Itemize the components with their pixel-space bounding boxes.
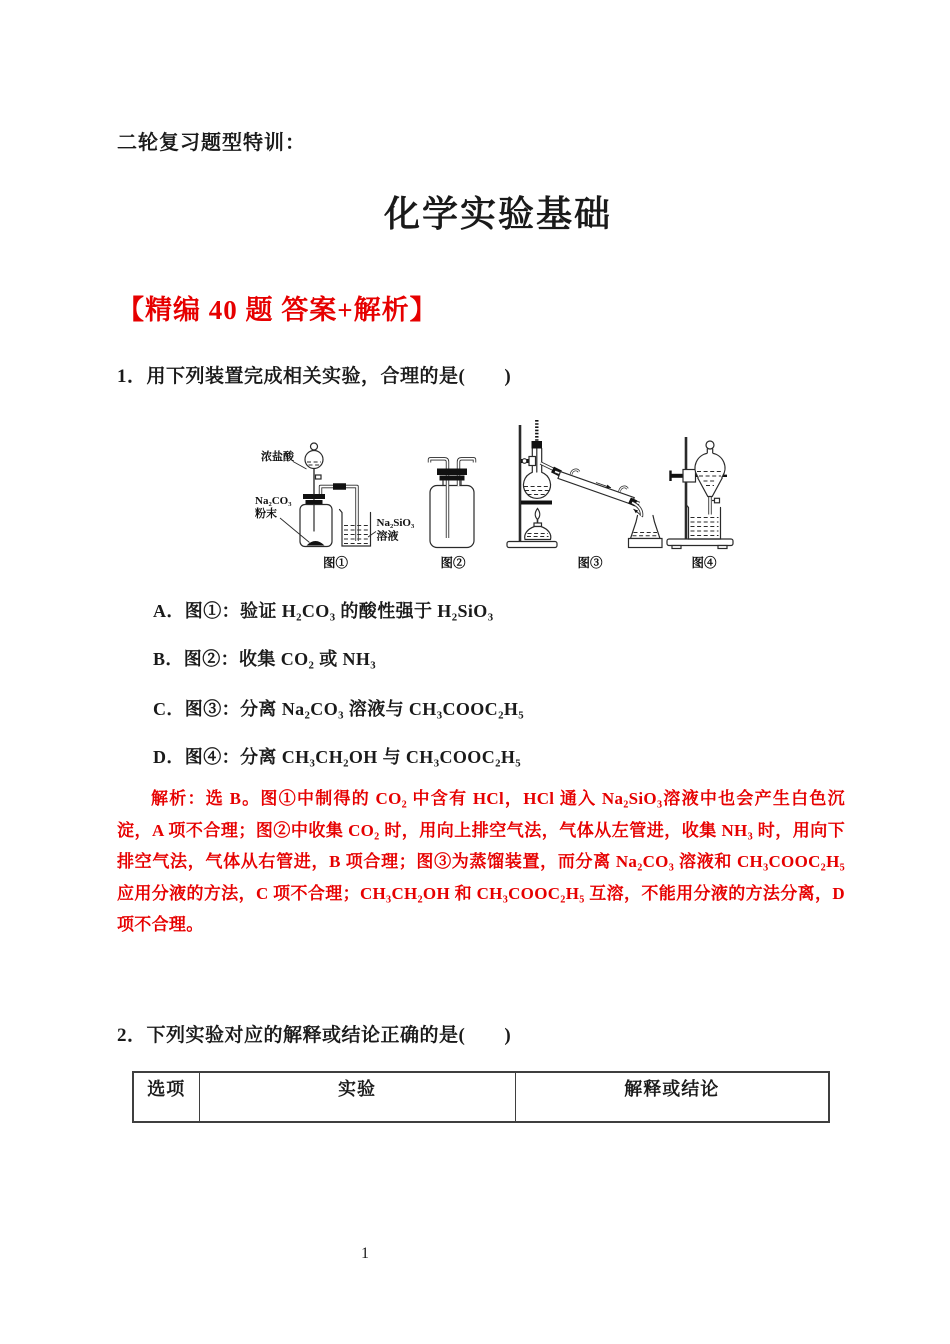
flame: [535, 509, 540, 520]
label-na2sio3: Na₂SiO₃: [376, 517, 415, 529]
apparatus-figure: [240, 414, 755, 586]
question-1-stem: 1．用下列装置完成相关实验，合理的是( ): [117, 366, 512, 387]
question-1-option-c: C．图③：分离 Na₂CO₃ 溶液与 CH₃COOC₂H₅: [153, 699, 525, 719]
label-concentrated-hcl: 浓盐酸: [261, 451, 294, 463]
table-header-conclusion: 解释或结论: [515, 1072, 829, 1122]
question-1-option-d: D．图④：分离 CH₃CH₂OH 与 CH₃COOC₂H₅: [153, 747, 522, 767]
beaker: [686, 505, 721, 540]
stopcock: [715, 498, 720, 503]
label-powder: 粉末: [255, 508, 277, 520]
separating-funnel: [695, 441, 725, 515]
figure-1-caption: 图①: [322, 556, 349, 570]
beaker-na2sio3: [340, 510, 371, 547]
stand-base: [507, 542, 557, 548]
table-header-experiment: 实验: [199, 1072, 515, 1122]
question-1-option-a: A．图①：验证 H₂CO₃ 的酸性强于 H₂SiO₃: [153, 601, 494, 621]
figure-3-caption: 图③: [577, 556, 603, 570]
table-header-option: 选项: [133, 1072, 199, 1122]
receiving-flask: [629, 516, 663, 548]
label-na2co3: Na₂CO₃: [255, 495, 292, 507]
stopcock: [316, 475, 322, 479]
figure-4-separating-funnel: [667, 437, 733, 570]
question-1-option-b: B．图②：收集 CO₂ 或 NH₃: [153, 649, 377, 669]
figure-4-caption: 图④: [691, 556, 717, 570]
page-title: 化学实验基础: [383, 194, 612, 234]
figure-2-collection-bottle: [430, 459, 475, 570]
question-1-analysis: 解析：选 B。图①中制得的 CO₂ 中含有 HCl，HCl 通入 Na₂SiO₃溶液中也会产生白色沉淀，A 项不合理；图②中收集 CO₂ 时，用向上排空气法，气体从左管进，收集 NH₃ 时，用向下排空气法，气体从右管进，B 项合理；图③为蒸馏装置，而分离 Na₂CO₃ 溶液和 CH₃COOC₂H₅ 应用分液的方法，C 项不合理；CH₃CH₂OH 和 CH₃COOC₂H₅ 互溶，不能用分液的方法分离，D 项不合理。: [117, 789, 845, 934]
water-flow-arrow: [606, 485, 611, 488]
clamp: [529, 457, 536, 466]
stand-base: [667, 539, 733, 546]
figure-2-caption: 图②: [440, 556, 466, 570]
section-heading: 二轮复习题型特训：: [117, 132, 306, 154]
clamp: [683, 470, 696, 483]
subtitle-answers-banner: 【精编 40 题 答案+解析】: [117, 295, 438, 325]
flask: [300, 505, 332, 547]
question-2-stem: 2．下列实验对应的解释或结论正确的是( ): [117, 1025, 512, 1046]
table-header-row: [133, 1072, 829, 1122]
alcohol-lamp: [525, 509, 551, 540]
glass-stopper: [706, 441, 714, 449]
question-2-table: [132, 1071, 830, 1123]
page-number: 1: [361, 1245, 369, 1262]
gas-bottle: [430, 486, 474, 548]
label-solution: 溶液: [376, 530, 399, 543]
figure-3-distillation: [507, 420, 662, 570]
figure-1-gas-generator: [254, 443, 415, 570]
